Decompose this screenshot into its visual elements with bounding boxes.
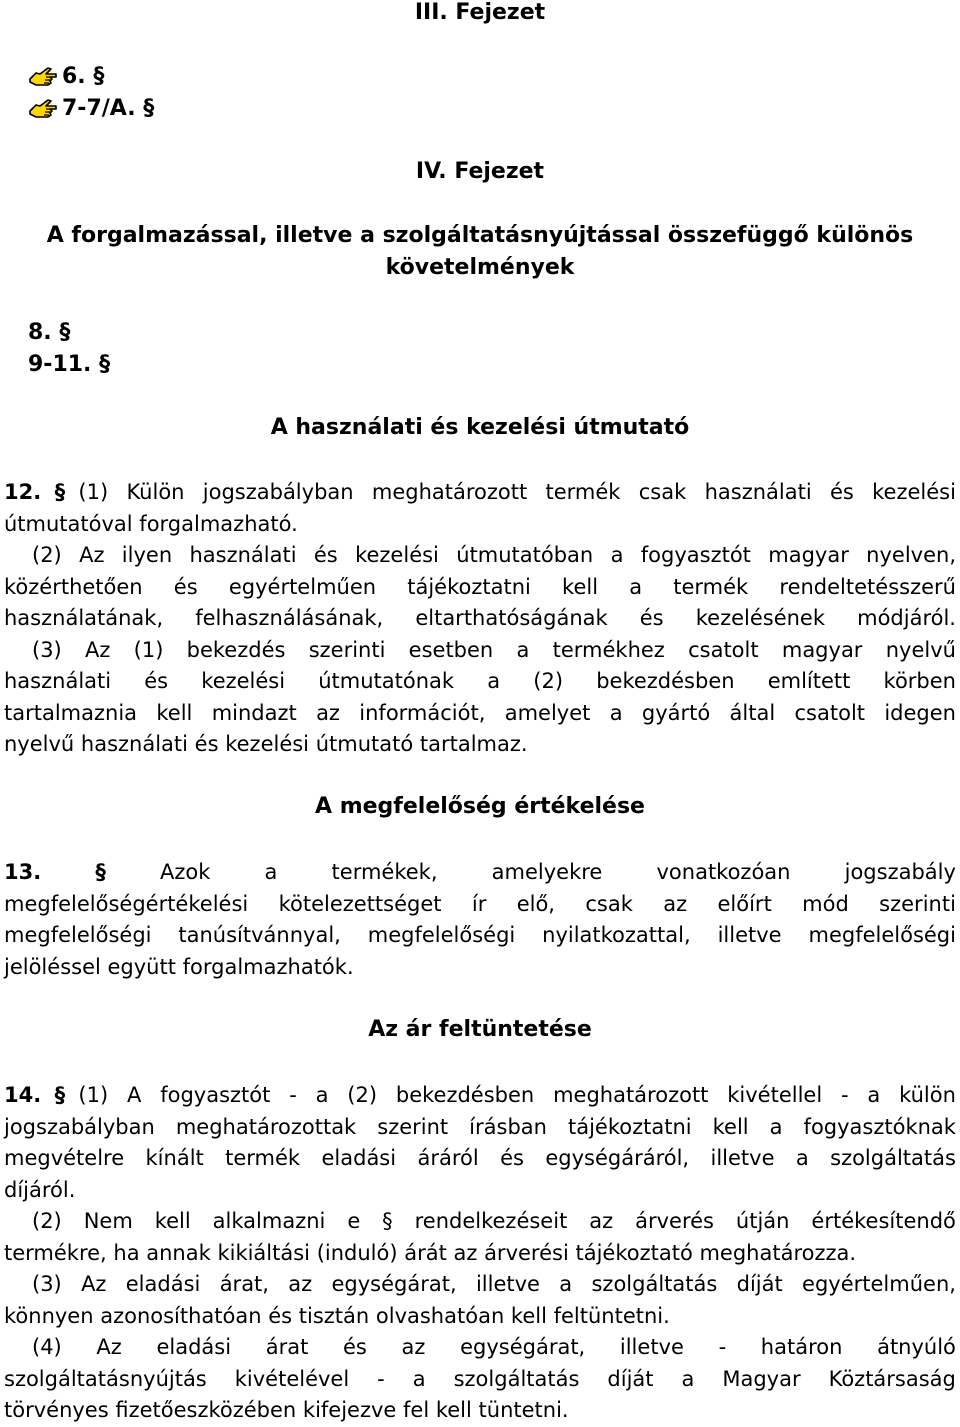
para-14-line-5: (2) Nem kell alkalmazni e § rendelkezéseit az árverés útján értékesítendő bbox=[32, 1209, 956, 1233]
para-12-line-6: (3) Az (1) bekezdés szerinti esetben a termékhez csatolt magyar nyelvű bbox=[32, 637, 956, 662]
para-14-line-8: könnyen azonosíthatóan és tisztán olvashatóan kell feltüntetni. bbox=[4, 1303, 670, 1328]
pointing-hand-icon bbox=[28, 65, 58, 89]
chapter-4-subtitle-line-2: követelmények bbox=[385, 255, 575, 280]
chapter-4-subtitle-line-1: A forgalmazással, illetve a szolgáltatásnyújtással összefüggő különös bbox=[46, 223, 914, 248]
para-14-line-4: díjáról. bbox=[4, 1177, 76, 1202]
para-14-number: 14. bbox=[4, 1083, 42, 1107]
chapter-3-title: III. Fejezet bbox=[414, 0, 546, 25]
para-14-line-6: termékre, ha annak kikiáltási (induló) árát az árverési tájékoztató meghatározza. bbox=[4, 1240, 857, 1265]
section-6-link-label[interactable]: 6. § bbox=[62, 64, 105, 89]
pointing-hand-icon bbox=[28, 97, 58, 121]
para-14-line-3: megvételre kínált termék eladási áráról és egységáráról, illetve a szolgáltatás bbox=[4, 1146, 956, 1170]
para-13-line-1: 13. § Azok a termékek, amelyekre vonatkozóan jogszabály bbox=[4, 857, 956, 889]
para-12-number: 12. bbox=[4, 480, 42, 504]
section-8-label: 8. § bbox=[28, 320, 71, 345]
para-12-line-3: (2) Az ilyen használati és kezelési útmutatóban a fogyasztót magyar nyelven, bbox=[32, 543, 956, 567]
para-13-line-4: jelöléssel együtt forgalmazhatók. bbox=[4, 954, 354, 979]
usage-manual-heading: A használati és kezelési útmutató bbox=[270, 415, 690, 440]
section-9-11-label: 9-11. § bbox=[28, 352, 111, 377]
para-12-line-4: közérthetően és egyértelműen tájékoztatni kell a termék rendeltetésszerű bbox=[4, 574, 956, 599]
para-14-line-9: (4) Az eladási árat és az egységárat, illetve - határon átnyúló bbox=[32, 1335, 956, 1359]
para-14-line-7: (3) Az eladási árat, az egységárat, illetve a szolgáltatás díját egyértelműen, bbox=[32, 1272, 956, 1296]
para-14-line-10: szolgáltatásnyújtás kivételével - a szolgáltatás díját a Magyar Köztársaság bbox=[4, 1366, 956, 1391]
section-6-link[interactable] bbox=[28, 62, 104, 92]
para-12-line-2: útmutatóval forgalmazható. bbox=[4, 511, 298, 536]
para-14-line-2: jogszabályban meghatározottak szerint írásban tájékoztatni kell a fogyasztóknak bbox=[4, 1114, 956, 1139]
para-12-line-9: nyelvű használati és kezelési útmutató tartalmaz. bbox=[4, 732, 528, 756]
para-13-line-3: megfelelőségi tanúsítvánnyal, megfelelőségi nyilatkozattal, illetve megfelelőségi bbox=[4, 923, 956, 947]
paragraph-13 bbox=[4, 857, 956, 983]
para-12-line-5: használatának, felhasználásának, eltarthatóságának és kezelésének módjáról. bbox=[4, 606, 956, 630]
paragraph-14 bbox=[4, 1080, 956, 1427]
section-sign: § bbox=[54, 1083, 66, 1107]
para-12-line-7: használati és kezelési útmutatónak a (2) bekezdésben említett körben bbox=[4, 669, 956, 693]
section-sign: § bbox=[54, 480, 66, 504]
para-13-line-2: megfelelőségértékelési kötelezettséget ír elő, csak az előírt mód szerinti bbox=[4, 891, 956, 916]
para-12-line-1: 12. § (1) Külön jogszabályban meghatározott termék csak használati és kezelési bbox=[4, 480, 956, 504]
para-12-line-8: tartalmaznia kell mindazt az információt, amelyet a gyártó által csatolt idegen bbox=[4, 700, 956, 725]
paragraph-12 bbox=[4, 477, 956, 761]
price-heading: Az ár feltüntetése bbox=[368, 1017, 592, 1042]
section-7-link-label[interactable]: 7-7/A. § bbox=[62, 96, 155, 121]
section-7-link[interactable] bbox=[28, 94, 154, 124]
para-14-line-1: 14. § (1) A fogyasztót - a (2) bekezdésben meghatározott kivétellel - a külön bbox=[4, 1083, 956, 1107]
para-14-line-11: törvényes fizetőeszközében kifejezve fel kell tüntetni. bbox=[4, 1398, 569, 1422]
section-sign: § bbox=[95, 860, 106, 884]
conformity-heading: A megfelelőség értékelése bbox=[315, 794, 645, 819]
para-13-number: 13. bbox=[4, 860, 42, 884]
chapter-4-title: IV. Fejezet bbox=[415, 159, 545, 184]
